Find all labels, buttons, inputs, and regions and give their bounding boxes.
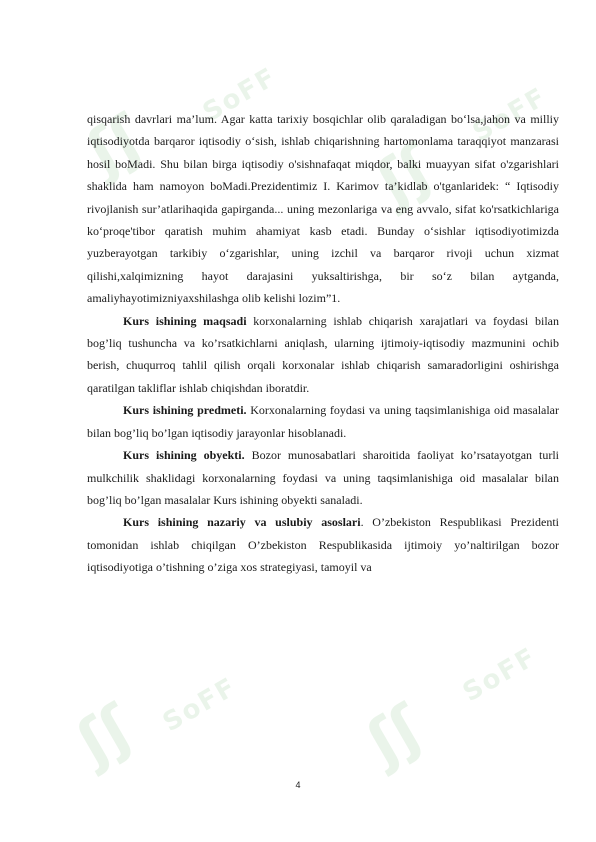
page-number: 4 [295, 780, 301, 790]
heading-goal: Kurs ishining maqsadi [123, 313, 247, 328]
paragraph-foundations: Kurs ishining nazariy va uslubiy asoslari. O’zbekiston Respublikasi Prezidenti tomonidan ishlab chiqilgan O’zbekiston Respublikasida ijtimoiy yo’naltirilgan bozor iqtisodiyotiga o’tishning o’ziga xos strategiyasi, tamoyil va [87, 515, 559, 575]
paragraph-goal [87, 310, 559, 400]
heading-subject: Kurs ishining predmeti. [123, 403, 247, 418]
paragraph-object [87, 444, 559, 511]
object-text: Bozor munosabatlari sharoitida faoliyat ko’rsatayotgan turli mulkchilik shaklidagi korxonalarning foydasi va uning taqsimlanishiga oid masalalar bilan bog’liq bo’lgan masalalar Kurs ishining obyekti sanaladi. [87, 448, 560, 507]
watermark-logo: ʃʃ [65, 692, 144, 778]
watermark-logo: ʃʃ [365, 132, 444, 218]
heading-foundations: Kurs ishining nazariy va uslubiy asoslari [123, 515, 361, 530]
watermark-word: SoFF [457, 641, 543, 709]
watermark-word: SoFF [197, 61, 283, 129]
watermark-logo: ʃʃ [75, 102, 154, 188]
subject-text: Korxonalarning foydasi va uning taqsimlanishiga oid masalalar bilan bog’liq bo’lgan iqtisodiy jarayonlar hisoblanadi. [87, 403, 560, 440]
paragraph-subject [87, 399, 559, 444]
watermark-word: SoFF [467, 81, 553, 149]
paragraph-intro: qisqarish davrlari ma’lum. Agar katta tarixiy bosqichlar olib qaraladigan bo‘lsa,jahon va milliy iqtisodiyotda barqaror iqtisodiy o‘sish, ishlab chiqarishning hartomonlama taraqqiyot manzarasi hosil boMadi. Shu bilan birga iqtisodiy o'sishnafaqat miqdor, balki muayyan sifat o'zgarishlari shaklida ham namoyon boMadi.Prezidentimiz I. Karimov ta’kidlab o'tganlaridek: “ Iqtisodiy rivojlanish sur’atlarihaqida gapirganda... uning mezonlariga va eng avvalo, sifat ko'rsatkichlariga ko‘proqe'tibor qaratish muhim ahamiyat kasb etadi. Bunday o‘sishlar iqtisodiyotimizda yuzberayotgan tarkibiy o‘zgarishlar, uning izchil va barqaror rivoji uchun xizmat qilishi,xalqimizning hayot darajasini yuksaltirishga, bir so‘z bilan aytganda, amaliyhayotimizniyaxshilashga olib kelishi lozim”1. [87, 112, 559, 306]
watermark-word: SoFF [157, 671, 243, 739]
watermark-logo: ʃʃ [355, 692, 434, 778]
heading-object: Kurs ishining obyekti. [123, 448, 245, 463]
goal-text: korxonalarning ishlab chiqarish xarajatlari va foydasi bilan bog’liq tushuncha va ko’rsatkichlarni aniqlash, ularning ijtimoiy-iqtisodiy mazmunini ochib berish, chuqurroq tahlil qilish orqali korxonalar ishlab chiqarish samaradorligini oshirishga qaratilgan takliflar ishlab chiqishdan iboratdir. [87, 313, 560, 395]
body-text [87, 108, 559, 579]
foundations-text: O’zbekiston Respublikasi Prezidenti tomonidan ishlab chiqilgan O’zbekiston Respublikasida ijtimoiy yo’naltirilgan bozor iqtisodiyotiga o’tishning o’ziga xos strategiyasi, tamoyil va [87, 515, 559, 575]
